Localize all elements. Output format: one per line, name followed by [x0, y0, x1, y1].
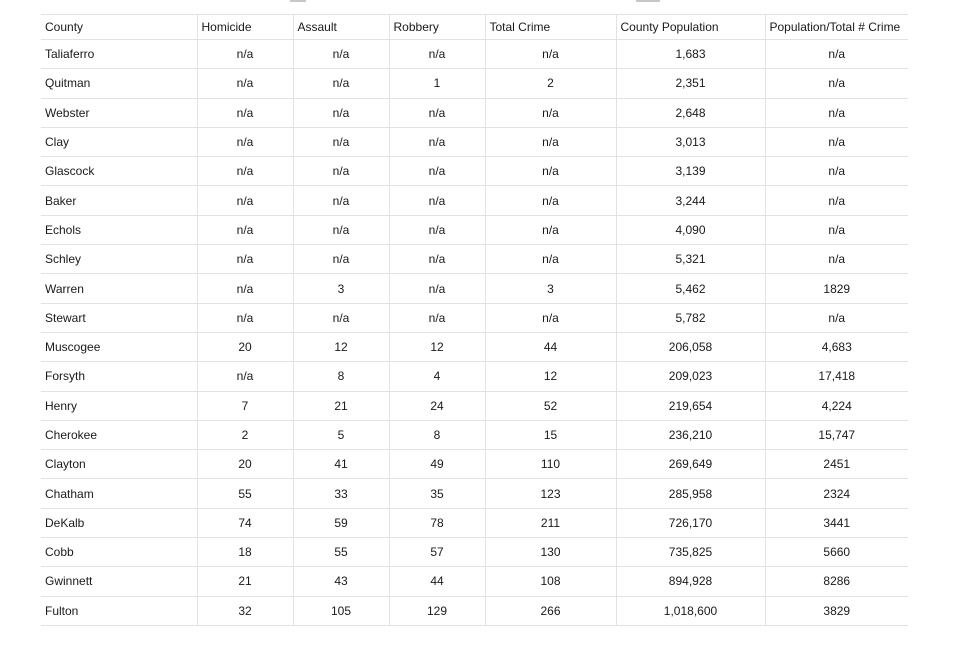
cropped-top-edge: [0, 0, 962, 6]
cell-total-crime: n/a: [485, 157, 616, 186]
cell-county-population: 285,958: [616, 479, 765, 508]
cell-population-per-crime: n/a: [765, 186, 908, 215]
cell-county-population: 5,462: [616, 274, 765, 303]
cell-county-population: 219,654: [616, 391, 765, 420]
cell-county: Chatham: [41, 479, 197, 508]
cell-assault: n/a: [293, 127, 389, 156]
table-row: [41, 69, 908, 98]
header-county: County: [41, 15, 197, 40]
cell-total-crime: n/a: [485, 40, 616, 69]
cell-population-per-crime: 3441: [765, 508, 908, 537]
cell-population-per-crime: 2451: [765, 450, 908, 479]
cell-total-crime: 123: [485, 479, 616, 508]
cell-homicide: n/a: [197, 362, 293, 391]
cell-population-per-crime: 5660: [765, 538, 908, 567]
table-row: [41, 479, 908, 508]
cell-assault: 41: [293, 450, 389, 479]
cell-county: Glascock: [41, 157, 197, 186]
cell-county: DeKalb: [41, 508, 197, 537]
cell-robbery: 8: [389, 420, 485, 449]
cell-total-crime: 52: [485, 391, 616, 420]
cell-robbery: n/a: [389, 274, 485, 303]
cell-homicide: n/a: [197, 303, 293, 332]
cell-population-per-crime: 1829: [765, 274, 908, 303]
cell-population-per-crime: n/a: [765, 245, 908, 274]
cell-assault: n/a: [293, 215, 389, 244]
cell-homicide: n/a: [197, 215, 293, 244]
cell-homicide: 7: [197, 391, 293, 420]
table-row: [41, 596, 908, 625]
cropped-mark: [636, 0, 660, 2]
cell-population-per-crime: 8286: [765, 567, 908, 596]
cell-county: Taliaferro: [41, 40, 197, 69]
cell-assault: 33: [293, 479, 389, 508]
cell-robbery: n/a: [389, 157, 485, 186]
table-row: [41, 391, 908, 420]
cell-homicide: 74: [197, 508, 293, 537]
cell-assault: 5: [293, 420, 389, 449]
cell-population-per-crime: n/a: [765, 98, 908, 127]
cell-homicide: 55: [197, 479, 293, 508]
cell-total-crime: n/a: [485, 98, 616, 127]
table-row: [41, 274, 908, 303]
cell-assault: n/a: [293, 186, 389, 215]
cell-population-per-crime: 15,747: [765, 420, 908, 449]
cell-total-crime: 44: [485, 332, 616, 361]
cell-population-per-crime: 2324: [765, 479, 908, 508]
cell-county: Cobb: [41, 538, 197, 567]
table-body: [41, 40, 908, 626]
cell-county: Clayton: [41, 450, 197, 479]
cell-homicide: 20: [197, 332, 293, 361]
cell-county-population: 236,210: [616, 420, 765, 449]
cell-assault: n/a: [293, 69, 389, 98]
cell-population-per-crime: 17,418: [765, 362, 908, 391]
cell-total-crime: n/a: [485, 303, 616, 332]
cell-robbery: 49: [389, 450, 485, 479]
cell-robbery: 35: [389, 479, 485, 508]
header-total-crime: Total Crime: [485, 15, 616, 40]
cell-county: Cherokee: [41, 420, 197, 449]
table-row: [41, 157, 908, 186]
cell-assault: 21: [293, 391, 389, 420]
cell-total-crime: n/a: [485, 186, 616, 215]
cell-homicide: n/a: [197, 186, 293, 215]
cell-total-crime: 2: [485, 69, 616, 98]
cell-assault: n/a: [293, 157, 389, 186]
cell-total-crime: 266: [485, 596, 616, 625]
cell-total-crime: 3: [485, 274, 616, 303]
cell-homicide: n/a: [197, 245, 293, 274]
cell-county: Schley: [41, 245, 197, 274]
table-row: [41, 567, 908, 596]
cell-county: Quitman: [41, 69, 197, 98]
cell-assault: 59: [293, 508, 389, 537]
cell-county-population: 735,825: [616, 538, 765, 567]
cell-total-crime: n/a: [485, 245, 616, 274]
table-row: [41, 215, 908, 244]
cell-county: Echols: [41, 215, 197, 244]
table-row: [41, 98, 908, 127]
cell-county-population: 3,139: [616, 157, 765, 186]
cell-total-crime: 211: [485, 508, 616, 537]
cell-county-population: 1,018,600: [616, 596, 765, 625]
cell-homicide: 18: [197, 538, 293, 567]
cell-robbery: 78: [389, 508, 485, 537]
table-row: [41, 450, 908, 479]
cell-robbery: 57: [389, 538, 485, 567]
cell-assault: n/a: [293, 40, 389, 69]
cell-assault: 43: [293, 567, 389, 596]
cell-homicide: n/a: [197, 69, 293, 98]
table-row: [41, 508, 908, 537]
cell-robbery: n/a: [389, 127, 485, 156]
cell-county: Warren: [41, 274, 197, 303]
cell-population-per-crime: 3829: [765, 596, 908, 625]
cell-county-population: 1,683: [616, 40, 765, 69]
cell-assault: n/a: [293, 245, 389, 274]
table-row: [41, 538, 908, 567]
cell-homicide: n/a: [197, 274, 293, 303]
table-row: [41, 186, 908, 215]
cell-assault: 8: [293, 362, 389, 391]
cell-robbery: 4: [389, 362, 485, 391]
table-row: [41, 245, 908, 274]
crime-data-table: [41, 14, 908, 626]
cell-county-population: 894,928: [616, 567, 765, 596]
table-row: [41, 40, 908, 69]
cell-total-crime: 110: [485, 450, 616, 479]
cell-county: Stewart: [41, 303, 197, 332]
cell-assault: n/a: [293, 303, 389, 332]
cell-assault: n/a: [293, 98, 389, 127]
cell-robbery: n/a: [389, 186, 485, 215]
cell-population-per-crime: n/a: [765, 303, 908, 332]
cell-county-population: 209,023: [616, 362, 765, 391]
header-population-per-crime: Population/Total # Crime: [765, 15, 908, 40]
cell-county: Clay: [41, 127, 197, 156]
cell-homicide: n/a: [197, 98, 293, 127]
cropped-mark: [290, 0, 306, 2]
cell-county: Forsyth: [41, 362, 197, 391]
cell-county: Fulton: [41, 596, 197, 625]
cell-homicide: n/a: [197, 40, 293, 69]
cell-county-population: 2,351: [616, 69, 765, 98]
cell-county-population: 3,244: [616, 186, 765, 215]
cell-homicide: 2: [197, 420, 293, 449]
cell-robbery: 1: [389, 69, 485, 98]
cell-robbery: n/a: [389, 215, 485, 244]
cell-county-population: 726,170: [616, 508, 765, 537]
table-row: [41, 420, 908, 449]
cell-robbery: n/a: [389, 40, 485, 69]
cell-county-population: 2,648: [616, 98, 765, 127]
table-row: [41, 303, 908, 332]
cell-homicide: 32: [197, 596, 293, 625]
cell-assault: 55: [293, 538, 389, 567]
cell-county-population: 3,013: [616, 127, 765, 156]
cell-county: Henry: [41, 391, 197, 420]
cell-homicide: n/a: [197, 127, 293, 156]
header-homicide: Homicide: [197, 15, 293, 40]
cell-county: Webster: [41, 98, 197, 127]
cell-county: Baker: [41, 186, 197, 215]
cell-robbery: 44: [389, 567, 485, 596]
cell-robbery: n/a: [389, 303, 485, 332]
cell-robbery: 12: [389, 332, 485, 361]
cell-robbery: 129: [389, 596, 485, 625]
cell-county: Gwinnett: [41, 567, 197, 596]
cell-robbery: 24: [389, 391, 485, 420]
cell-robbery: n/a: [389, 245, 485, 274]
cell-population-per-crime: n/a: [765, 215, 908, 244]
cell-total-crime: n/a: [485, 215, 616, 244]
cell-population-per-crime: n/a: [765, 127, 908, 156]
table-row: [41, 362, 908, 391]
cell-assault: 105: [293, 596, 389, 625]
cell-county-population: 269,649: [616, 450, 765, 479]
cell-assault: 3: [293, 274, 389, 303]
cell-county-population: 206,058: [616, 332, 765, 361]
header-assault: Assault: [293, 15, 389, 40]
cell-county-population: 4,090: [616, 215, 765, 244]
cell-total-crime: 130: [485, 538, 616, 567]
cell-county: Muscogee: [41, 332, 197, 361]
cell-robbery: n/a: [389, 98, 485, 127]
header-county-population: County Population: [616, 15, 765, 40]
cell-assault: 12: [293, 332, 389, 361]
cell-homicide: n/a: [197, 157, 293, 186]
header-row: [41, 15, 908, 40]
cell-county-population: 5,782: [616, 303, 765, 332]
cell-total-crime: n/a: [485, 127, 616, 156]
cell-population-per-crime: 4,224: [765, 391, 908, 420]
table-row: [41, 332, 908, 361]
table-row: [41, 127, 908, 156]
cell-population-per-crime: n/a: [765, 69, 908, 98]
cell-county-population: 5,321: [616, 245, 765, 274]
cell-homicide: 21: [197, 567, 293, 596]
cell-total-crime: 15: [485, 420, 616, 449]
header-robbery: Robbery: [389, 15, 485, 40]
cell-population-per-crime: 4,683: [765, 332, 908, 361]
cell-population-per-crime: n/a: [765, 40, 908, 69]
cell-total-crime: 108: [485, 567, 616, 596]
cell-population-per-crime: n/a: [765, 157, 908, 186]
cell-total-crime: 12: [485, 362, 616, 391]
cell-homicide: 20: [197, 450, 293, 479]
